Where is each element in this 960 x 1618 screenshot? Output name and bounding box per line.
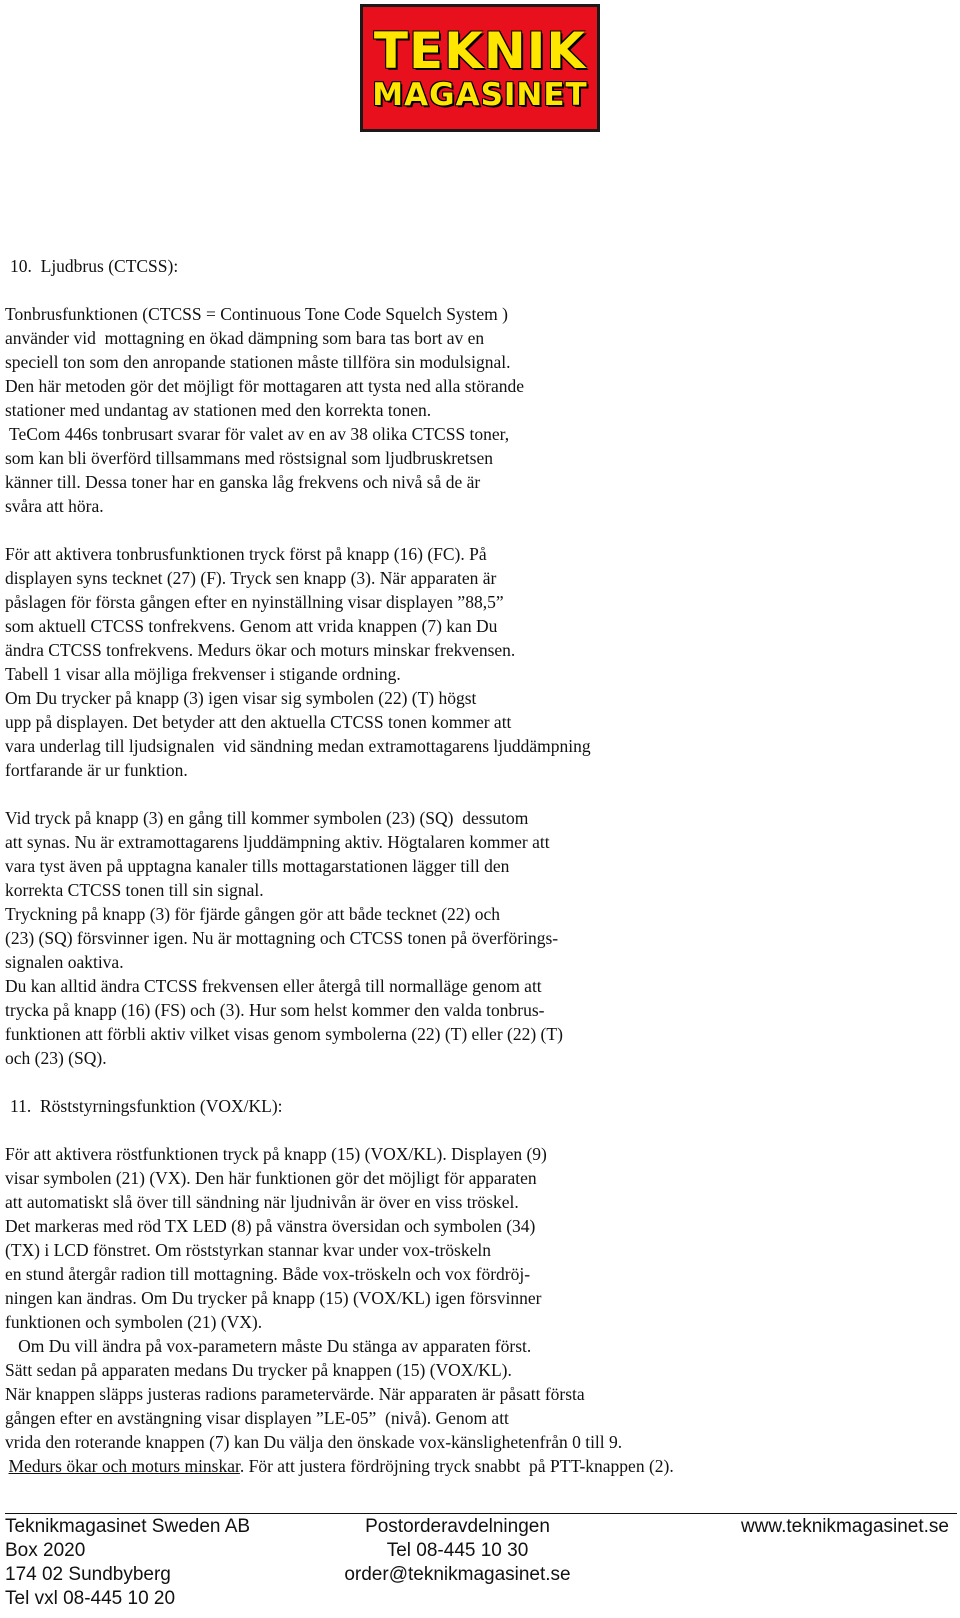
text-line: ändra CTCSS tonfrekvens. Medurs ökar och moturs minskar frekvensen. xyxy=(5,640,516,660)
text-line: Tonbrusfunktionen (CTCSS = Continuous Tone Code Squelch System ) xyxy=(5,304,508,324)
footer-divider xyxy=(5,1513,957,1514)
text-line: vara underlag till ljudsignalen vid sändning medan extramottagarens ljuddämpning xyxy=(5,736,591,756)
footer-phone: Tel 08-445 10 30 xyxy=(386,1540,529,1561)
text-line: speciell ton som den anropande stationen måste tillföra sin modulsignal. xyxy=(5,352,511,372)
text-line: Det markeras med röd TX LED (8) på vänstra översidan och symbolen (34) xyxy=(5,1216,536,1236)
text-line: signalen oaktiva. xyxy=(5,952,124,972)
text-line: För att aktivera röstfunktionen tryck på knapp (15) (VOX/KL). Displayen (9) xyxy=(5,1144,547,1164)
text-line: (23) (SQ) försvinner igen. Nu är mottagning och CTCSS tonen på överförings- xyxy=(5,928,559,948)
text-line: påslagen för första gången efter en nyinställning visar displayen ”88,5” xyxy=(5,592,504,612)
text-line: funktionen att förbli aktiv vilket visas genom symbolerna (22) (T) eller (22) (T) xyxy=(5,1024,563,1044)
text-line: att synas. Nu är extramottagarens ljuddämpning aktiv. Högtalaren kommer att xyxy=(5,832,550,852)
logo-text-magasinet: MAGASINET xyxy=(372,76,588,113)
teknikmagasinet-logo xyxy=(360,4,600,132)
text-line: Tabell 1 visar alla möjliga frekvenser i stigande ordning. xyxy=(5,664,401,684)
text-line: Du kan alltid ändra CTCSS frekvensen eller återgå till normalläge genom att xyxy=(5,976,542,996)
text-line: vara tyst även på upptagna kanaler tills mottagarstationen lägger till den xyxy=(5,856,510,876)
text-line: När knappen släpps justeras radions parametervärde. När apparaten är påsatt första xyxy=(5,1384,585,1404)
section-11-paragraph-1 xyxy=(5,1142,945,1478)
text-line: visar symbolen (21) (VX). Den här funktionen gör det möjligt för apparaten xyxy=(5,1168,537,1188)
underlined-text: Medurs ökar och moturs minskar xyxy=(8,1456,240,1476)
text-line: att automatiskt slå över till sändning när ljudnivån är över en viss tröskel. xyxy=(5,1192,519,1212)
text-line: För att aktivera tonbrusfunktionen tryck först på knapp (16) (FC). På xyxy=(5,544,487,564)
text-line: ningen kan ändras. Om Du trycker på knapp (15) (VOX/KL) igen försvinner xyxy=(5,1288,542,1308)
text-line-last xyxy=(5,1454,945,1478)
text-line: Vid tryck på knapp (3) en gång till kommer symbolen (23) (SQ) dessutom xyxy=(5,808,529,828)
text-line: vrida den roterande knappen (7) kan Du välja den önskade vox-känslighetenfrån 0 till 9. xyxy=(5,1432,623,1452)
text-line: TeCom 446s tonbrusart svarar för valet av en av 38 olika CTCSS toner, xyxy=(5,424,510,444)
text-line: gången efter en avstängning visar displayen ”LE-05” (nivå). Genom att xyxy=(5,1408,509,1428)
text-fragment: . För att justera fördröjning tryck snabbt på PTT-knappen (2). xyxy=(239,1456,674,1476)
text-line: använder vid mottagning en ökad dämpning som bara tas bort av en xyxy=(5,328,485,348)
text-line: fortfarande är ur funktion. xyxy=(5,760,188,780)
text-line: Den här metoden gör det möjligt för mottagaren att tysta ned alla störande xyxy=(5,376,525,396)
text-line: och (23) (SQ). xyxy=(5,1048,107,1068)
text-line: (TX) i LCD fönstret. Om röststyrkan stannar kvar under vox-tröskeln xyxy=(5,1240,492,1260)
text-line: Sätt sedan på apparaten medans Du trycker på knappen (15) (VOX/KL). xyxy=(5,1360,512,1380)
document-body xyxy=(5,254,945,1478)
text-line: stationer med undantag av stationen med den korrekta tonen. xyxy=(5,400,432,420)
text-line: korrekta CTCSS tonen till sin signal. xyxy=(5,880,264,900)
text-line: Om Du trycker på knapp (3) igen visar sig symbolen (22) (T) högst xyxy=(5,688,477,708)
footer-switchboard: Tel vxl 08-445 10 20 xyxy=(5,1588,176,1609)
text-line: som aktuell CTCSS tonfrekvens. Genom att vrida knappen (7) kan Du xyxy=(5,616,498,636)
section-10-paragraph-3 xyxy=(5,806,945,1070)
footer xyxy=(5,1516,955,1612)
footer-email-link[interactable]: order@teknikmagasinet.se xyxy=(344,1564,571,1585)
footer-box: Box 2020 xyxy=(5,1540,86,1561)
text-line: som kan bli överförd tillsammans med röstsignal som ljudbruskretsen xyxy=(5,448,493,468)
footer-department: Postorderavdelningen xyxy=(365,1516,550,1537)
section-10-heading: 10. Ljudbrus (CTCSS): xyxy=(10,256,179,276)
text-line: Tryckning på knapp (3) för fjärde gången gör att både tecknet (22) och xyxy=(5,904,501,924)
text-line: känner till. Dessa toner har en ganska låg frekvens och nivå så de är xyxy=(5,472,481,492)
logo-text-teknik: TEKNIK xyxy=(373,21,587,80)
section-11-heading: 11. Röststyrningsfunktion (VOX/KL): xyxy=(10,1096,283,1116)
text-line: trycka på knapp (16) (FS) och (3). Hur som helst kommer den valda tonbrus- xyxy=(5,1000,545,1020)
text-line: svåra att höra. xyxy=(5,496,104,516)
text-line: upp på displayen. Det betyder att den aktuella CTCSS tonen kommer att xyxy=(5,712,512,732)
footer-city: 174 02 Sundbyberg xyxy=(5,1564,171,1585)
section-10-paragraph-2 xyxy=(5,542,945,782)
footer-website-link[interactable]: www.teknikmagasinet.se xyxy=(740,1516,949,1537)
text-line: Om Du vill ändra på vox-parametern måste Du stänga av apparaten först. xyxy=(5,1336,532,1356)
text-line: displayen syns tecknet (27) (F). Tryck sen knapp (3). När apparaten är xyxy=(5,568,497,588)
text-line: funktionen och symbolen (21) (VX). xyxy=(5,1312,263,1332)
footer-company: Teknikmagasinet Sweden AB xyxy=(5,1516,251,1537)
section-10-paragraph-1 xyxy=(5,302,945,518)
text-line: en stund återgår radion till mottagning. Både vox-tröskeln och vox fördröj- xyxy=(5,1264,531,1284)
